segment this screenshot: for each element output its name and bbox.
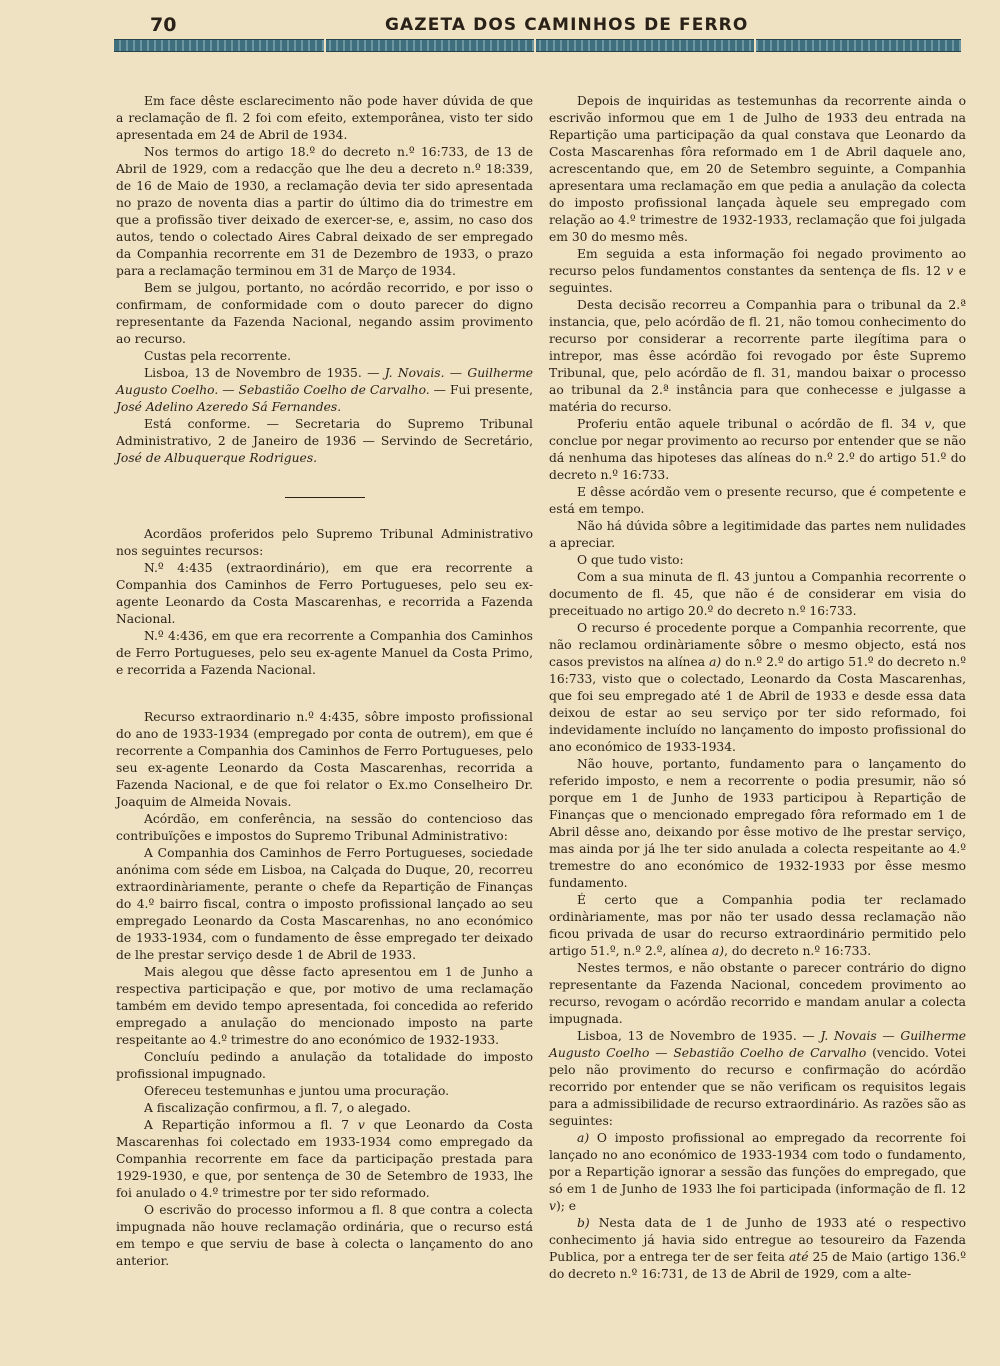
paragraph: Desta decisão recorreu a Companhia para o tribunal da 2.ª instancia, que, pelo acórdão de fl. 21, não tomou conhecimento do recurso por considerar a recorrente parte ilegítima para o intrepor, mas êsse acórdão foi revogado por êste Supremo Tribunal, que, pelo acórdão de fl. 31, mandou baixar o processo ao tribunal da 2.ª instância para que conhecesse e julgasse a matéria do recurso. <box>549 298 966 414</box>
paragraph: Depois de inquiridas as testemunhas da recorrente ainda o escrivão informou que em 1 de Julho de 1933 deu entrada na Repartição uma participação da qual constava que Leonardo da Costa Mascarenhas fôra reformado em 1 de Abril daquele ano, acrescentando que, em 20 de Setembro seguinte, a Companhia apresentara uma reclamação em que pedia a anulação da colecta do imposto profissional lançada àquele seu empregado com relação ao 4.º trimestre de 1932-1933, reclamação que foi julgada em 30 do mesmo mês. <box>549 94 966 244</box>
paragraph: Ofereceu testemunhas e juntou uma procuração. <box>144 1084 450 1098</box>
signature-paragraph: Lisboa, 13 de Novembro de 1935. — J. Novais — Guilherme Augusto Coelho — Sebastião Coelho de Carvalho (vencido. Votei pelo não provimento do recurso e confirmação do acórdão recorrido por entender que se não verificam os requisitos legais para a admissibilidade de recurso extraordinário. As razões são as seguintes: <box>549 1029 967 1128</box>
paragraph: Com a sua minuta de fl. 43 juntou a Companhia recorrente o documento de fl. 45, que não é de considerar em visia do preceituado no artigo 20.º do decreto n.º 16:733. <box>549 570 966 618</box>
paragraph: N.º 4:435 (extraordinário), em que era recorrente a Companhia dos Caminhos de Ferro Portugueses, pelo seu ex-agente Leonardo da Costa Mascarenhas, e recorrida a Fazenda Nacional. <box>116 561 533 626</box>
paragraph: Recurso extraordinario n.º 4:435, sôbre imposto profissional do ano de 1933-1934 (empregado por conta de outrem), em que é recorrente a Companhia dos Caminhos de Ferro Portugueses, pelo seu ex-agente Leonardo da Costa Mascarenhas, recorrida a Fazenda Nacional, e de que foi relator o Ex.mo Conselheiro Dr. Joaquim de Almeida Novais. <box>116 710 533 809</box>
paragraph: O recurso é procedente porque a Companhia recorrente, que não reclamou ordinàriamente sôbre o mesmo objecto, está nos casos previstos na alínea a) do n.º 2.º do artigo 51.º do decreto n.º 16:733, visto que o colectado, Leonardo da Costa Mascarenhas, que foi seu empregado até 1 de Abril de 1933 e desde essa data deixou de estar ao seu serviço por ter sido reformado, foi indevidamente incluído no lançamento do imposto profissional do ano económico de 1933-1934. <box>549 621 966 754</box>
section-separator <box>285 497 365 498</box>
paragraph: Proferiu então aquele tribunal o acórdão de fl. 34 v, que conclue por negar provimento ao recurso por entender que se não dá nenhuma das hipoteses das alíneas do n.º 2.º do artigo 51.º do decreto n.º 16:733. <box>549 417 966 482</box>
paragraph: Bem se julgou, portanto, no acórdão recorrido, e por isso o confirmam, de conformidade com o douto parecer do digno representante da Fazenda Nacional, negando assim provimento ao recurso. <box>116 281 533 346</box>
paragraph: N.º 4:436, em que era recorrente a Companhia dos Caminhos de Ferro Portugueses, pelo seu ex-agente Manuel da Costa Primo, e recorrida a Fazenda Nacional. <box>116 629 533 677</box>
paragraph: Em seguida a esta informação foi negado provimento ao recurso pelos fundamentos constantes da sentença de fls. 12 v e seguintes. <box>549 247 966 295</box>
paragraph: Nestes termos, e não obstante o parecer contrário do digno representante da Fazenda Nacional, concedem provimento ao recurso, revogam o acórdão recorrido e mandam anular a colecta impugnada. <box>549 961 966 1026</box>
paragraph: E dêsse acórdão vem o presente recurso, que é competente e está em tempo. <box>549 485 966 516</box>
header-rule <box>114 39 961 52</box>
paragraph: Concluíu pedindo a anulação da totalidade do imposto profissional impugnado. <box>116 1050 533 1081</box>
right-column <box>549 93 966 1283</box>
certification-paragraph: Está conforme. — Secretaria do Supremo Tribunal Administrativo, 2 de Janeiro de 1936 — Servindo de Secretário, José de Albuquerque Rodrigues. <box>116 417 533 465</box>
left-column <box>116 93 533 1270</box>
page-number: 70 <box>150 14 177 36</box>
paragraph: A Companhia dos Caminhos de Ferro Portugueses, sociedade anónima com séde em Lisboa, na Calçada do Duque, 20, recorreu extraordinàriamente, perante o chefe da Repartição de Finanças do 4.º bairro fiscal, contra o imposto profissional lançado ao seu empregado Leonardo da Costa Mascarenhas, no ano económico de 1933-1934, com o fundamento de êsse empregado ter deixado de lhe prestar serviço desde 1 de Abril de 1933. <box>116 846 533 962</box>
paragraph: O escrivão do processo informou a fl. 8 que contra a colecta impugnada não houve reclamação ordinária, que o recurso está em tempo e que serviu de base à colecta o lançamento do ano anterior. <box>116 1203 533 1268</box>
paragraph: Custas pela recorrente. <box>144 349 291 363</box>
paragraph: Acórdão, em conferência, na sessão do contencioso das contribuïções e impostos do Supremo Tribunal Administrativo: <box>116 812 533 843</box>
paragraph: Acordãos proferidos pelo Supremo Tribunal Administrativo nos seguintes recursos: <box>116 527 533 558</box>
paragraph: Em face dêste esclarecimento não pode haver dúvida de que a reclamação de fl. 2 foi com efeito, extemporânea, visto ter sido apresentada em 24 de Abril de 1934. <box>116 94 533 142</box>
list-item: b) Nesta data de 1 de Junho de 1933 até o respectivo conhecimento já havia sido entregue ao tesoureiro da Fazenda Publica, por a entrega ter de ser feita até 25 de Maio (artigo 136.º do decreto n.º 16:731, de 13 de Abril de 1929, com a alte- <box>549 1216 966 1281</box>
signature-paragraph: Lisboa, 13 de Novembro de 1935. — J. Novais. — Guilherme Augusto Coelho. — Sebastião Coelho de Carvalho. — Fui presente, José Adelino Azeredo Sá Fernandes. <box>116 366 534 414</box>
paragraph: Mais alegou que dêsse facto apresentou em 1 de Junho a respectiva participação e que, por motivo de uma reclamação também em devido tempo apresentada, foi concedida ao referido empregado a anulação do mencionado imposto na parte respeitante ao 4.º trimestre do ano económico de 1932-1933. <box>116 965 533 1047</box>
paragraph: Não há dúvida sôbre a legitimidade das partes nem nulidades a apreciar. <box>549 519 966 550</box>
publication-title: GAZETA DOS CAMINHOS DE FERRO <box>385 15 749 35</box>
list-item: a) O imposto profissional ao empregado da recorrente foi lançado no ano económico de 1933-1934 com todo o fundamento, por a Repartição ignorar a sessão das funções do empregado, que só em 1 de Junho de 1933 lhe foi participada (informação de fl. 12 v); e <box>549 1131 966 1213</box>
paragraph: Nos termos do artigo 18.º do decreto n.º 16:733, de 13 de Abril de 1929, com a redacção que lhe deu a decreto n.º 18:339, de 16 de Maio de 1930, a reclamação devia ter sido apresentada no prazo de noventa dias a partir do último dia do trimestre em que a profissão tiver deixado de exercer-se, e, assim, no caso dos autos, tendo o colectado Aires Cabral deixado de ser empregado da Companhia recorrente em 31 de Dezembro de 1933, o prazo para a reclamação terminou em 31 de Março de 1934. <box>116 145 533 278</box>
paragraph: É certo que a Companhia podia ter reclamado ordinàriamente, mas por não ter usado dessa reclamação não ficou privada de usar do recurso extraordinário permitido pelo artigo 51.º, n.º 2.º, alínea a), do decreto n.º 16:733. <box>549 893 966 958</box>
paragraph: Não houve, portanto, fundamento para o lançamento do referido imposto, e nem a recorrente o podia presumir, não só porque em 1 de Junho de 1933 participou à Repartição de Finanças que o mencionado empregado fôra reformado em 1 de Abril dêsse ano, deixando por êsse motivo de lhe prestar serviço, mas ainda por já lhe ter sido anulada a colecta respeitante ao 4.º tremestre do ano económico de 1932-1933 por êsse mesmo fundamento. <box>549 757 966 890</box>
paragraph: A fiscalização confirmou, a fl. 7, o alegado. <box>144 1101 411 1115</box>
paragraph: A Repartição informou a fl. 7 v que Leonardo da Costa Mascarenhas foi colectado em 1933-1934 como empregado da Companhia recorrente em face da participação prestada para 1929-1930, e que, por sentença de 30 de Setembro de 1933, lhe foi anulado o 4.º trimestre por ter sido reformado. <box>116 1118 533 1200</box>
paragraph: O que tudo visto: <box>577 553 684 567</box>
